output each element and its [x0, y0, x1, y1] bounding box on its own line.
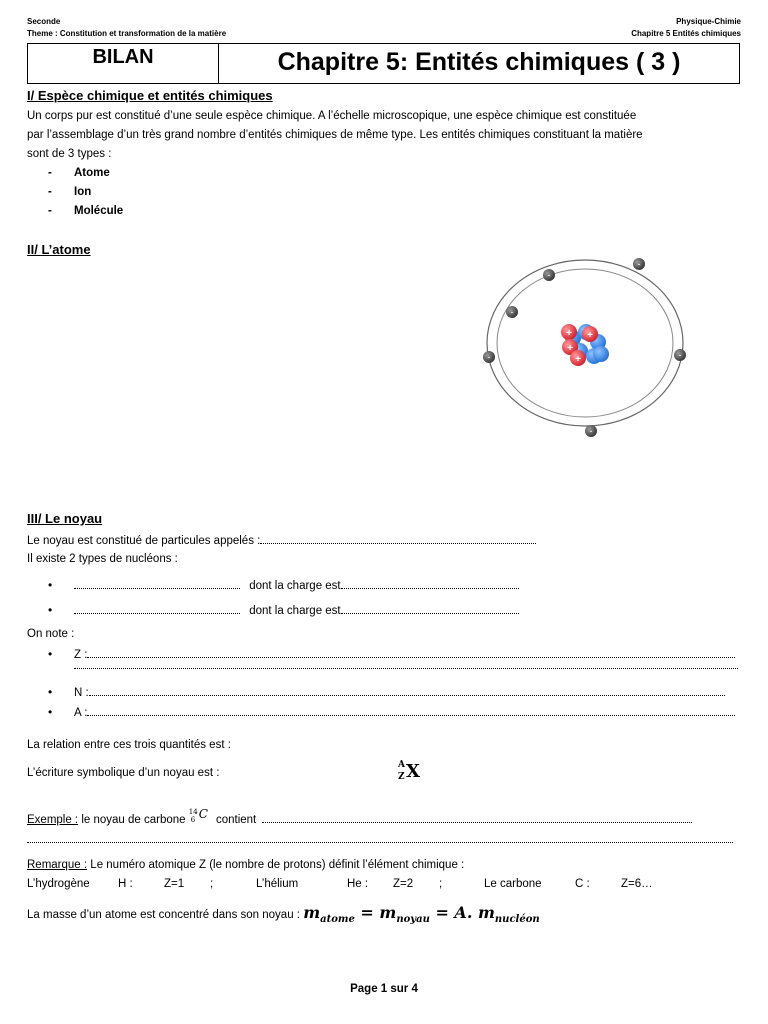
- svg-text:-: -: [510, 307, 514, 317]
- section1-paragraph: [27, 107, 747, 164]
- bullet-icon: •: [48, 647, 53, 661]
- svg-text:-: -: [678, 350, 682, 360]
- nucleon-line: Le noyau est constitué de particules appelés :: [27, 532, 536, 551]
- entity-list: [48, 164, 123, 221]
- answer-blank-line[interactable]: [74, 668, 738, 669]
- remark-line: Remarque : Le numéro atomique Z (le nombre de protons) définit l’élément chimique :: [27, 859, 465, 871]
- header-chapter: Chapitre 5 Entités chimiques: [631, 29, 741, 38]
- svg-text:-: -: [589, 426, 593, 436]
- svg-text:-: -: [487, 352, 491, 362]
- relation-line: La relation entre ces trois quantités est :: [27, 739, 231, 751]
- symbolic-line: L’écriture symbolique d’un noyau est :: [27, 767, 220, 779]
- nucleon-type-row: • dont la charge est: [48, 601, 519, 621]
- on-note-label: On note :: [27, 628, 75, 640]
- header-subject: Physique-Chimie: [676, 17, 741, 26]
- answer-blank[interactable]: [341, 603, 519, 614]
- inner-orbit: [497, 269, 673, 417]
- n-row: • N :: [48, 683, 725, 703]
- header-theme: Theme : Constitution et transformation de la matière: [27, 29, 227, 38]
- page-number: Page 1 sur 4: [350, 983, 418, 995]
- svg-text:-: -: [547, 270, 551, 280]
- bullet-icon: •: [48, 578, 53, 592]
- answer-blank[interactable]: [260, 533, 536, 544]
- example-line: Exemple : le noyau de carbone 14 6 C contient: [27, 809, 692, 830]
- page-title: Chapitre 5: Entités chimiques ( 3 ): [277, 48, 681, 76]
- a-row: • A :: [48, 703, 735, 723]
- svg-text:+: +: [575, 354, 581, 365]
- list-item: - Ion: [48, 186, 92, 198]
- nucleon-types-line: Il existe 2 types de nucléons :: [27, 553, 178, 565]
- header-level: Seconde: [27, 17, 61, 26]
- svg-text:+: +: [567, 343, 573, 354]
- answer-blank[interactable]: [87, 647, 735, 658]
- section1-line1: Un corps pur est constitué d’une seule espèce chimique. A l’échelle microscopique, une espèce chimique est constituée: [27, 110, 637, 122]
- answer-blank-line[interactable]: [27, 842, 733, 843]
- svg-text:+: +: [587, 330, 593, 341]
- section3-heading: III/ Le noyau: [27, 511, 103, 526]
- section2-heading: II/ L’atome: [27, 242, 91, 257]
- section1-line2: par l’assemblage d’un très grand nombre d’entités chimiques de même type. Les entités chimiques constituant la matière: [27, 129, 643, 141]
- section1-line3: sont de 3 types :: [27, 148, 112, 160]
- svg-text:+: +: [566, 328, 572, 339]
- bullet-icon: •: [48, 705, 53, 719]
- carbon-symbol: 14 6 C: [188, 807, 208, 824]
- answer-blank[interactable]: [74, 578, 240, 589]
- answer-blank[interactable]: [262, 812, 692, 823]
- answer-blank[interactable]: [89, 685, 725, 696]
- bullet-icon: •: [48, 603, 53, 617]
- bilan-label: BILAN: [28, 44, 219, 83]
- answer-blank[interactable]: [87, 705, 735, 716]
- mass-formula: $m_{atome} = m_{noyau} = A$. $m_{nucléon}$: [303, 903, 540, 926]
- nucleus-symbol: A Z X: [398, 760, 420, 782]
- mass-line: La masse d’un atome est concentré dans son noyau : $m_{atome} = m_{noyau} = A$. $m_{nucléon}$: [27, 903, 540, 926]
- nucleon-type-row: • dont la charge est: [48, 576, 519, 596]
- atom-diagram: [470, 250, 700, 445]
- list-item: - Atome: [48, 167, 110, 179]
- list-item: - Molécule: [48, 205, 124, 217]
- answer-blank[interactable]: [341, 578, 519, 589]
- svg-text:-: -: [637, 259, 641, 269]
- nucleus: [561, 324, 609, 366]
- section1-heading: I/ Espèce chimique et entités chimiques: [27, 88, 273, 103]
- bullet-icon: •: [48, 685, 53, 699]
- outer-orbit: [487, 260, 683, 426]
- answer-blank[interactable]: [74, 603, 240, 614]
- z-row: • Z :: [48, 645, 735, 665]
- title-box: [27, 43, 740, 84]
